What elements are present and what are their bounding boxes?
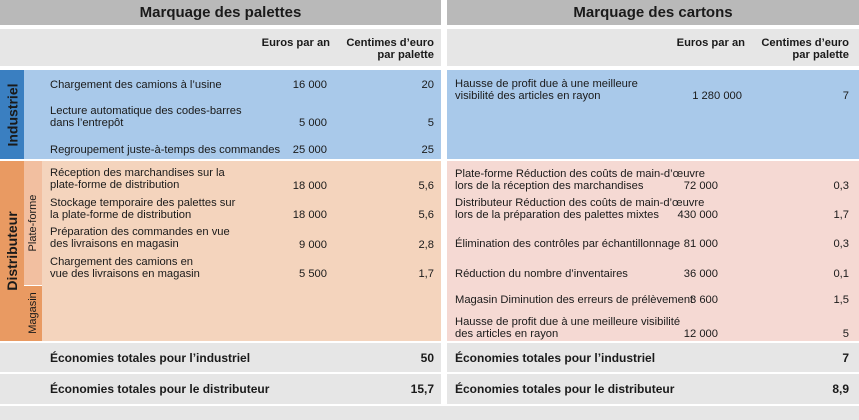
left-title: Marquage des palettes — [139, 4, 302, 21]
left-total-distributeur-value: 15,7 — [410, 382, 434, 396]
bottom-strip — [0, 406, 859, 420]
left-ind-row2-centimes: 5 — [427, 117, 434, 129]
right-total-industriel-row — [447, 343, 859, 372]
left-ind-row3-centimes: 25 — [421, 144, 434, 156]
left-dist-row4-centimes: 1,7 — [418, 268, 434, 280]
right-dist-row2-label-1: Distributeur Réduction des coûts de main-d’œuvre — [455, 197, 705, 209]
right-dist-row1-centimes: 0,3 — [833, 180, 849, 192]
left-dist-row2-euros: 18 000 — [292, 209, 327, 221]
right-dist-row1-label-1: Plate-forme Réduction des coûts de main-d’œuvre — [455, 168, 705, 180]
right-dist-row1-label-2: lors de la réception des marchandises — [455, 180, 644, 192]
right-dist-row6-label-1: Hausse de profit due à une meilleure visibilité — [455, 316, 681, 328]
right-col-centimes-2: par palette — [792, 49, 849, 61]
right-dist-row5-label: Magasin Diminution des erreurs de prélèvement — [455, 294, 694, 306]
left-dist-row3-label-1: Préparation des commandes en vue — [50, 226, 230, 238]
right-ind-row1-euros: 1 280 000 — [692, 90, 742, 102]
left-dist-row3-euros: 9 000 — [299, 239, 327, 251]
right-title: Marquage des cartons — [573, 4, 733, 21]
right-ind-row1-centimes: 7 — [842, 90, 849, 102]
left-ind-row1-centimes: 20 — [421, 79, 434, 91]
left-column-header — [0, 29, 441, 66]
left-ind-row3-euros: 25 000 — [292, 144, 327, 156]
left-dist-row3-label-2: des livraisons en magasin — [50, 238, 179, 250]
right-ind-row1-label-2: visibilité des articles en rayon — [455, 90, 601, 102]
left-col-centimes-1: Centimes d’euro — [346, 37, 434, 49]
right-column-header — [447, 29, 859, 66]
right-dist-row3-label: Élimination des contrôles par échantillonnage — [455, 238, 681, 250]
left-dist-row1-euros: 18 000 — [292, 180, 327, 192]
industriel-subband — [24, 70, 42, 159]
right-dist-row2-label-2: lors de la préparation des palettes mixtes — [455, 209, 659, 221]
left-dist-row4-label-1: Chargement des camions en — [50, 256, 194, 268]
industriel-label: Industriel — [4, 83, 21, 147]
left-total-distributeur-row — [0, 374, 441, 404]
left-col-centimes-2: par palette — [377, 49, 434, 61]
left-title-bar — [0, 0, 441, 25]
left-dist-row2-label-2: la plate-forme de distribution — [50, 209, 192, 221]
left-col-euros: Euros par an — [261, 37, 330, 49]
right-dist-row3-euros: 81 000 — [683, 238, 718, 250]
magasin-label: Magasin — [27, 292, 39, 334]
distributeur-label: Distributeur — [4, 211, 20, 291]
left-dist-row2-label-1: Stockage temporaire des palettes sur — [50, 197, 236, 209]
right-dist-row4-euros: 36 000 — [683, 268, 718, 280]
right-col-euros: Euros par an — [676, 37, 745, 49]
right-total-distributeur-label: Économies totales pour le distributeur — [455, 382, 675, 396]
right-dist-row6-label-2: des articles en rayon — [455, 328, 559, 340]
left-dist-row4-euros: 5 500 — [299, 268, 327, 280]
left-ind-row2-euros: 5 000 — [299, 117, 327, 129]
left-total-industriel-value: 50 — [420, 351, 434, 365]
right-total-industriel-label: Économies totales pour l’industriel — [455, 351, 656, 365]
left-dist-row2-centimes: 5,6 — [418, 209, 434, 221]
left-ind-row1-label: Chargement des camions à l’usine — [50, 79, 222, 91]
right-ind-row1-label-1: Hausse de profit due à une meilleure — [455, 78, 638, 90]
right-dist-row3-centimes: 0,3 — [833, 238, 849, 250]
right-dist-row4-centimes: 0,1 — [833, 268, 849, 280]
left-ind-row2-label-1: Lecture automatique des codes-barres — [50, 105, 242, 117]
right-col-centimes-1: Centimes d’euro — [761, 37, 849, 49]
left-dist-row3-centimes: 2,8 — [418, 239, 434, 251]
right-dist-row5-euros: 3 600 — [690, 294, 718, 306]
right-dist-row2-centimes: 1,7 — [833, 209, 849, 221]
left-total-industriel-label: Économies totales pour l’industriel — [50, 351, 251, 365]
left-total-industriel-row — [0, 343, 441, 372]
right-total-distributeur-value: 8,9 — [832, 382, 849, 396]
left-dist-row1-centimes: 5,6 — [418, 180, 434, 192]
left-dist-row1-label-2: plate-forme de distribution — [50, 179, 180, 191]
left-dist-row4-label-2: vue des livraisons en magasin — [50, 268, 200, 280]
right-total-distributeur-row — [447, 374, 859, 404]
left-ind-row1-euros: 16 000 — [292, 79, 327, 91]
right-dist-row6-euros: 12 000 — [683, 328, 718, 340]
right-dist-row5-centimes: 1,5 — [833, 294, 849, 306]
plateforme-label: Plate-forme — [27, 194, 39, 252]
left-ind-row2-label-2: dans l’entrepôt — [50, 117, 124, 129]
right-dist-row4-label: Réduction du nombre d’inventaires — [455, 268, 628, 280]
left-dist-row1-label-1: Réception des marchandises sur la — [50, 167, 225, 179]
right-dist-row2-euros: 430 000 — [677, 209, 718, 221]
right-dist-row1-euros: 72 000 — [683, 180, 718, 192]
right-title-bar — [447, 0, 859, 25]
right-dist-row6-centimes: 5 — [842, 328, 849, 340]
left-ind-row3-label: Regroupement juste-à-temps des commandes — [50, 144, 281, 156]
right-total-industriel-value: 7 — [842, 351, 849, 365]
left-total-distributeur-label: Économies totales pour le distributeur — [50, 382, 270, 396]
